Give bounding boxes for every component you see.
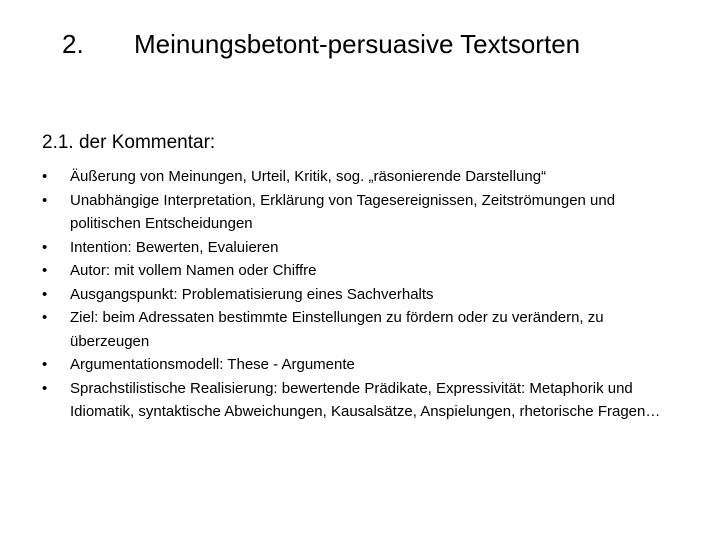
- bullet-text: Sprachstilistische Realisierung: bewertende Prädikate, Expressivität: Metaphorik und Idiomatik, syntaktische Abweichungen, Kausalsätze, Anspielungen, rhetorische Fragen…: [70, 379, 661, 420]
- bullet-item: [42, 259, 682, 283]
- bullet-icon: •: [42, 379, 48, 397]
- bullet-icon: •: [42, 285, 48, 303]
- bullet-text: Unabhängige Interpretation, Erklärung von Tagesereignissen, Zeitströmungen und politischen Entscheidungen: [70, 191, 616, 232]
- bullet-item: [42, 306, 682, 353]
- bullet-icon: •: [42, 168, 48, 185]
- bullet-text: Argumentationsmodell: These - Argumente: [70, 356, 355, 373]
- bullet-item: [42, 283, 682, 307]
- title-number: 2.: [62, 29, 84, 59]
- bullet-item: [42, 165, 682, 189]
- bullet-text: Autor: mit vollem Namen oder Chiffre: [70, 262, 317, 279]
- title-text: Meinungsbetont-persuasive Textsorten: [134, 29, 581, 59]
- bullet-text: Intention: Bewerten, Evaluieren: [70, 238, 279, 256]
- bullet-item: [42, 189, 682, 236]
- bullet-list: [42, 165, 682, 424]
- bullet-icon: •: [42, 356, 48, 373]
- bullet-text: Ausgangspunkt: Problematisierung eines Sachverhalts: [70, 285, 434, 303]
- bullet-icon: •: [42, 238, 48, 256]
- bullet-text: Ziel: beim Adressaten bestimmte Einstellungen zu fördern oder zu verändern, zu überzeugen: [70, 309, 604, 350]
- bullet-item: [42, 377, 682, 424]
- bullet-item: [42, 353, 682, 377]
- section-subheading: 2.1. der Kommentar:: [42, 132, 216, 153]
- bullet-icon: •: [42, 191, 48, 209]
- bullet-item: [42, 236, 682, 260]
- slide-title: [0, 24, 720, 64]
- bullet-icon: •: [42, 309, 48, 326]
- bullet-text: Äußerung von Meinungen, Urteil, Kritik, sog. „räsonierende Darstellung“: [70, 168, 547, 185]
- bullet-icon: •: [42, 262, 48, 279]
